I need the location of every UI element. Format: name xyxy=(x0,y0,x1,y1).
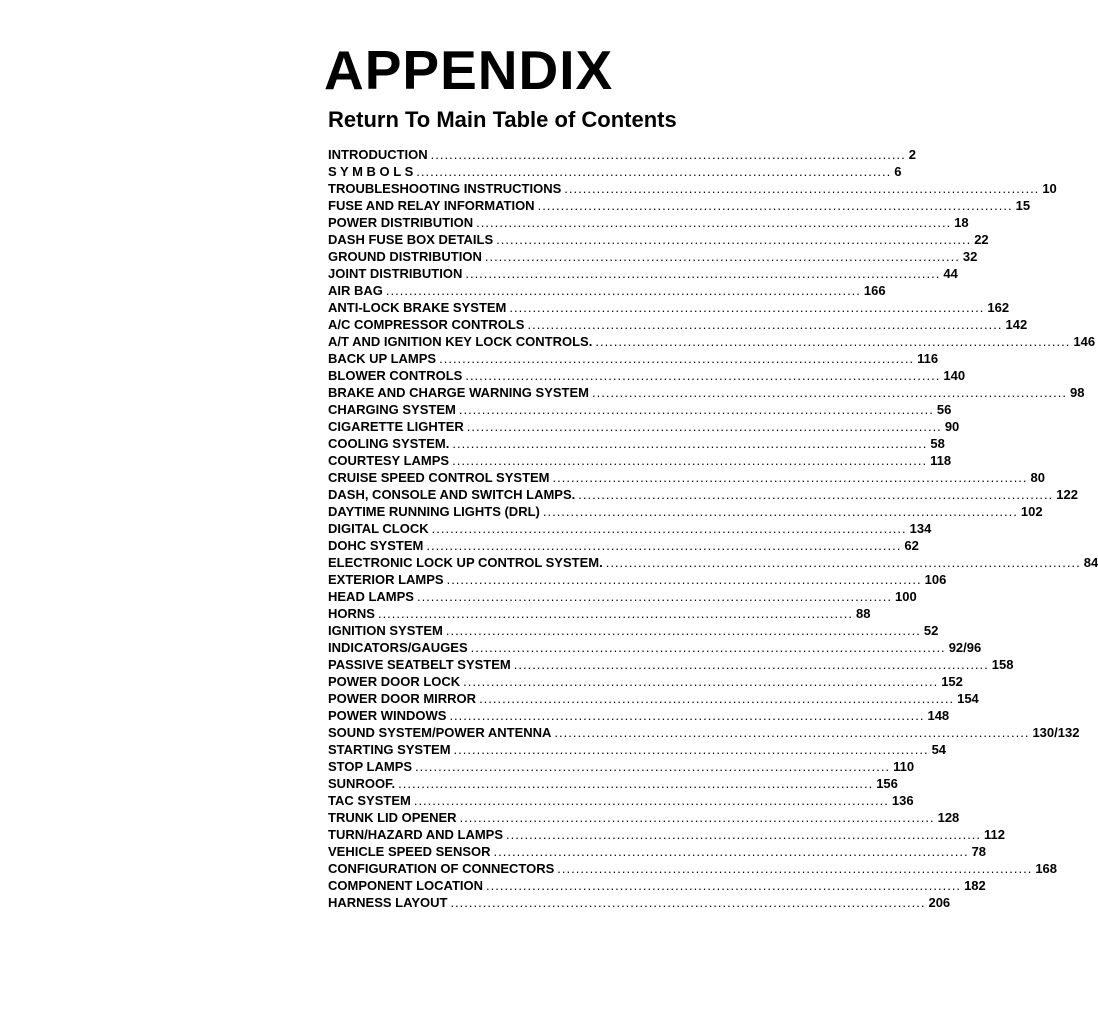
toc-entry[interactable] xyxy=(328,741,947,758)
toc-entry-label: SUNROOF. xyxy=(328,776,396,791)
toc-entry-label: ELECTRONIC LOCK UP CONTROL SYSTEM. xyxy=(328,555,603,570)
toc-entry-label: CIGARETTE LIGHTER xyxy=(328,419,464,434)
toc-entry[interactable] xyxy=(328,486,1078,503)
toc-leader-dots: ....................................................................................................... xyxy=(413,793,889,808)
toc-entry[interactable] xyxy=(328,554,1098,571)
toc-entry-page: 22 xyxy=(974,232,989,247)
toc-entry[interactable] xyxy=(328,707,950,724)
toc-leader-dots: ....................................................................................................... xyxy=(452,436,928,451)
toc-leader-dots: ....................................................................................................... xyxy=(445,623,921,638)
toc-entry[interactable] xyxy=(328,333,1096,350)
toc-entry-page: 134 xyxy=(909,521,932,536)
main-toc-link[interactable]: Return To Main Table of Contents xyxy=(328,107,677,132)
toc-entry-page: 98 xyxy=(1070,385,1085,400)
toc-entry[interactable] xyxy=(328,520,932,537)
toc-entry-label: CRUISE SPEED CONTROL SYSTEM xyxy=(328,470,550,485)
toc-entry-page: 148 xyxy=(927,708,950,723)
toc-leader-dots: ....................................................................................................... xyxy=(446,572,922,587)
toc-entry-page: 116 xyxy=(917,351,939,366)
toc-entry-label: A/T AND IGNITION KEY LOCK CONTROLS. xyxy=(328,334,593,349)
toc-entry-page: 168 xyxy=(1035,861,1058,876)
toc-entry-label: CONFIGURATION OF CONNECTORS xyxy=(328,861,555,876)
toc-leader-dots: ....................................................................................................... xyxy=(450,895,926,910)
toc-entry-page: 2 xyxy=(908,147,916,162)
toc-entry-label: STOP LAMPS xyxy=(328,759,413,774)
toc-entry-page: 206 xyxy=(928,895,951,910)
toc-entry-label: EXTERIOR LAMPS xyxy=(328,572,444,587)
toc-leader-dots: ....................................................................................................... xyxy=(431,521,907,536)
toc-entry[interactable] xyxy=(328,265,958,282)
toc-leader-dots: ....................................................................................................... xyxy=(416,164,892,179)
toc-entry-page: 156 xyxy=(876,776,898,791)
toc-entry[interactable] xyxy=(328,843,987,860)
toc-entry[interactable] xyxy=(328,673,963,690)
toc-leader-dots: ....................................................................................................... xyxy=(453,742,929,757)
toc-leader-dots: ....................................................................................................... xyxy=(465,266,941,281)
toc-entry-label: AIR BAG xyxy=(328,283,383,298)
toc-leader-dots: ....................................................................................................... xyxy=(554,725,1030,740)
toc-entry[interactable] xyxy=(328,860,1058,877)
toc-entry[interactable] xyxy=(328,146,916,163)
toc-entry-page: 158 xyxy=(991,657,1014,672)
toc-leader-dots: ....................................................................................................... xyxy=(465,368,941,383)
toc-entry-page: 54 xyxy=(931,742,947,757)
toc-entry-label: ANTI-LOCK BRAKE SYSTEM xyxy=(328,300,507,315)
toc-entry-label: STARTING SYSTEM xyxy=(328,742,451,757)
toc-leader-dots: ....................................................................................................... xyxy=(426,538,902,553)
toc-entry-label: JOINT DISTRIBUTION xyxy=(328,266,463,281)
toc-entry[interactable] xyxy=(328,367,966,384)
toc-entry-label: S Y M B O L S xyxy=(328,164,414,179)
toc-entry[interactable] xyxy=(328,214,969,231)
toc-entry-label: CHARGING SYSTEM xyxy=(328,402,456,417)
toc-entry-label: TROUBLESHOOTING INSTRUCTIONS xyxy=(328,181,562,196)
toc-entry-label: POWER DOOR LOCK xyxy=(328,674,461,689)
toc-entry-label: COMPONENT LOCATION xyxy=(328,878,484,893)
toc-entry-page: 90 xyxy=(944,419,960,434)
toc-leader-dots: ....................................................................................................... xyxy=(595,334,1071,349)
toc-leader-dots: ....................................................................................................... xyxy=(449,708,925,723)
toc-entry-page: 62 xyxy=(904,538,919,553)
toc-entry-label: PASSIVE SEATBELT SYSTEM xyxy=(328,657,511,672)
toc-leader-dots: ....................................................................................................... xyxy=(398,776,874,791)
toc-entry[interactable] xyxy=(328,605,871,622)
toc-entry[interactable] xyxy=(328,197,1031,214)
toc-leader-dots: ....................................................................................................... xyxy=(463,674,939,689)
toc-entry[interactable] xyxy=(328,639,982,656)
toc-entry-page: 32 xyxy=(962,249,978,264)
toc-entry-page: 146 xyxy=(1073,334,1096,349)
toc-entry[interactable] xyxy=(328,163,902,180)
toc-entry-label: BRAKE AND CHARGE WARNING SYSTEM xyxy=(328,385,589,400)
toc-leader-dots: ....................................................................................................... xyxy=(470,640,946,655)
toc-entry[interactable] xyxy=(328,809,960,826)
toc-leader-dots: ....................................................................................................... xyxy=(542,504,1018,519)
toc-entry-page: 106 xyxy=(924,572,947,587)
toc-entry[interactable] xyxy=(328,180,1057,197)
toc-entry-label: BLOWER CONTROLS xyxy=(328,368,463,383)
toc-leader-dots: ....................................................................................................... xyxy=(476,215,952,230)
toc-entry-page: 154 xyxy=(957,691,979,706)
toc-entry-page: 112 xyxy=(984,827,1006,842)
toc-leader-dots: ....................................................................................................... xyxy=(509,300,985,315)
toc-leader-dots: ....................................................................................................... xyxy=(537,198,1013,213)
toc-entry-label: DIGITAL CLOCK xyxy=(328,521,429,536)
toc-entry-label: DASH, CONSOLE AND SWITCH LAMPS. xyxy=(328,487,576,502)
toc-leader-dots: ....................................................................................................... xyxy=(506,827,982,842)
toc-entry-label: POWER DOOR MIRROR xyxy=(328,691,477,706)
toc-entry-page: 88 xyxy=(855,606,871,621)
toc-leader-dots: ....................................................................................................... xyxy=(557,861,1033,876)
toc-entry-label: FUSE AND RELAY INFORMATION xyxy=(328,198,535,213)
toc-entry[interactable] xyxy=(328,435,945,452)
toc-entry[interactable] xyxy=(328,503,1043,520)
toc-leader-dots: ....................................................................................................... xyxy=(591,385,1068,400)
toc-entry-label: TURN/HAZARD AND LAMPS xyxy=(328,827,504,842)
toc-leader-dots: ....................................................................................................... xyxy=(377,606,853,621)
toc-entry-label: POWER DISTRIBUTION xyxy=(328,215,474,230)
toc-entry[interactable] xyxy=(328,418,960,435)
toc-entry-label: DASH FUSE BOX DETAILS xyxy=(328,232,494,247)
toc-entry-label: A/C COMPRESSOR CONTROLS xyxy=(328,317,525,332)
toc-entry-label: HORNS xyxy=(328,606,375,621)
toc-leader-dots: ....................................................................................................... xyxy=(452,453,928,468)
toc-entry-label: HEAD LAMPS xyxy=(328,589,414,604)
toc-entry-page: 6 xyxy=(894,164,902,179)
toc-entry[interactable] xyxy=(328,894,951,911)
toc-entry[interactable] xyxy=(328,758,915,775)
toc-entry-page: 100 xyxy=(894,589,917,604)
toc-entry[interactable] xyxy=(328,248,978,265)
toc-entry-page: 128 xyxy=(937,810,960,825)
toc-entry-page: 162 xyxy=(987,300,1010,315)
toc-entry-page: 122 xyxy=(1056,487,1078,502)
toc-entry-label: IGNITION SYSTEM xyxy=(328,623,443,638)
toc-entry[interactable] xyxy=(328,588,917,605)
toc-entry-label: POWER WINDOWS xyxy=(328,708,447,723)
toc-entry-label: TRUNK LID OPENER xyxy=(328,810,457,825)
toc-leader-dots: ....................................................................................................... xyxy=(459,810,935,825)
toc-entry-page: 130/132 xyxy=(1032,725,1080,740)
toc-leader-dots: ....................................................................................................... xyxy=(439,351,915,366)
toc-entry-label: TAC SYSTEM xyxy=(328,793,411,808)
toc-leader-dots: ....................................................................................................... xyxy=(479,691,955,706)
toc-entry-page: 136 xyxy=(891,793,914,808)
toc-entry-label: DOHC SYSTEM xyxy=(328,538,424,553)
toc-entry[interactable] xyxy=(328,690,979,707)
toc-entry-page: 166 xyxy=(863,283,886,298)
toc-leader-dots: ....................................................................................................... xyxy=(578,487,1054,502)
toc-entry-page: 182 xyxy=(964,878,986,893)
toc-entry-page: 80 xyxy=(1030,470,1046,485)
toc-leader-dots: ....................................................................................................... xyxy=(466,419,942,434)
toc-entry-page: 78 xyxy=(971,844,987,859)
toc-entry-page: 10 xyxy=(1042,181,1057,196)
toc-entry-label: INTRODUCTION xyxy=(328,147,428,162)
toc-entry-label: INDICATORS/GAUGES xyxy=(328,640,468,655)
toc-leader-dots: ....................................................................................................... xyxy=(605,555,1081,570)
toc-entry-page: 102 xyxy=(1020,504,1043,519)
toc-entry-page: 15 xyxy=(1015,198,1031,213)
toc-entry-label: HARNESS LAYOUT xyxy=(328,895,448,910)
page-title: APPENDIX xyxy=(324,39,614,101)
toc-entry-page: 110 xyxy=(893,759,915,774)
toc-leader-dots: ....................................................................................................... xyxy=(496,232,972,247)
toc-entry[interactable] xyxy=(328,877,986,894)
toc-entry-page: 84 xyxy=(1083,555,1098,570)
toc-entry-page: 142 xyxy=(1005,317,1028,332)
toc-entry[interactable] xyxy=(328,350,939,367)
toc-entry[interactable] xyxy=(328,316,1028,333)
toc-leader-dots: ....................................................................................................... xyxy=(527,317,1003,332)
toc-entry[interactable] xyxy=(328,622,939,639)
toc-entry[interactable] xyxy=(328,231,989,248)
toc-leader-dots: ....................................................................................................... xyxy=(484,249,960,264)
toc-list xyxy=(328,146,1098,911)
toc-entry-label: VEHICLE SPEED SENSOR xyxy=(328,844,491,859)
toc-entry[interactable] xyxy=(328,537,919,554)
toc-leader-dots: ....................................................................................................... xyxy=(430,147,906,162)
toc-entry-page: 52 xyxy=(923,623,939,638)
toc-entry[interactable] xyxy=(328,401,952,418)
toc-entry[interactable] xyxy=(328,724,1080,741)
toc-leader-dots: ....................................................................................................... xyxy=(458,402,934,417)
toc-entry[interactable] xyxy=(328,299,1010,316)
toc-entry[interactable] xyxy=(328,384,1085,401)
toc-leader-dots: ....................................................................................................... xyxy=(493,844,969,859)
toc-entry-page: 58 xyxy=(930,436,945,451)
toc-leader-dots: ....................................................................................................... xyxy=(564,181,1040,196)
toc-entry-page: 118 xyxy=(930,453,952,468)
toc-entry[interactable] xyxy=(328,792,914,809)
toc-entry-label: SOUND SYSTEM/POWER ANTENNA xyxy=(328,725,552,740)
toc-leader-dots: ....................................................................................................... xyxy=(385,283,861,298)
toc-entry-page: 56 xyxy=(936,402,952,417)
toc-entry-page: 18 xyxy=(954,215,969,230)
toc-entry[interactable] xyxy=(328,469,1046,486)
toc-entry-page: 92/96 xyxy=(948,640,982,655)
toc-entry-label: GROUND DISTRIBUTION xyxy=(328,249,482,264)
toc-entry-label: COOLING SYSTEM. xyxy=(328,436,450,451)
toc-entry[interactable] xyxy=(328,452,952,469)
toc-leader-dots: ....................................................................................................... xyxy=(486,878,962,893)
toc-leader-dots: ....................................................................................................... xyxy=(552,470,1028,485)
toc-entry-label: BACK UP LAMPS xyxy=(328,351,437,366)
toc-leader-dots: ....................................................................................................... xyxy=(416,589,892,604)
toc-leader-dots: ....................................................................................................... xyxy=(415,759,891,774)
toc-entry[interactable] xyxy=(328,282,886,299)
toc-entry[interactable] xyxy=(328,571,947,588)
toc-entry-page: 44 xyxy=(943,266,958,281)
toc-entry-label: COURTESY LAMPS xyxy=(328,453,450,468)
toc-leader-dots: ....................................................................................................... xyxy=(513,657,989,672)
toc-entry-page: 152 xyxy=(941,674,963,689)
toc-entry-label: DAYTIME RUNNING LIGHTS (DRL) xyxy=(328,504,540,519)
toc-entry-page: 140 xyxy=(943,368,966,383)
toc-entry[interactable] xyxy=(328,826,1006,843)
toc-entry[interactable] xyxy=(328,775,898,792)
toc-entry[interactable] xyxy=(328,656,1014,673)
